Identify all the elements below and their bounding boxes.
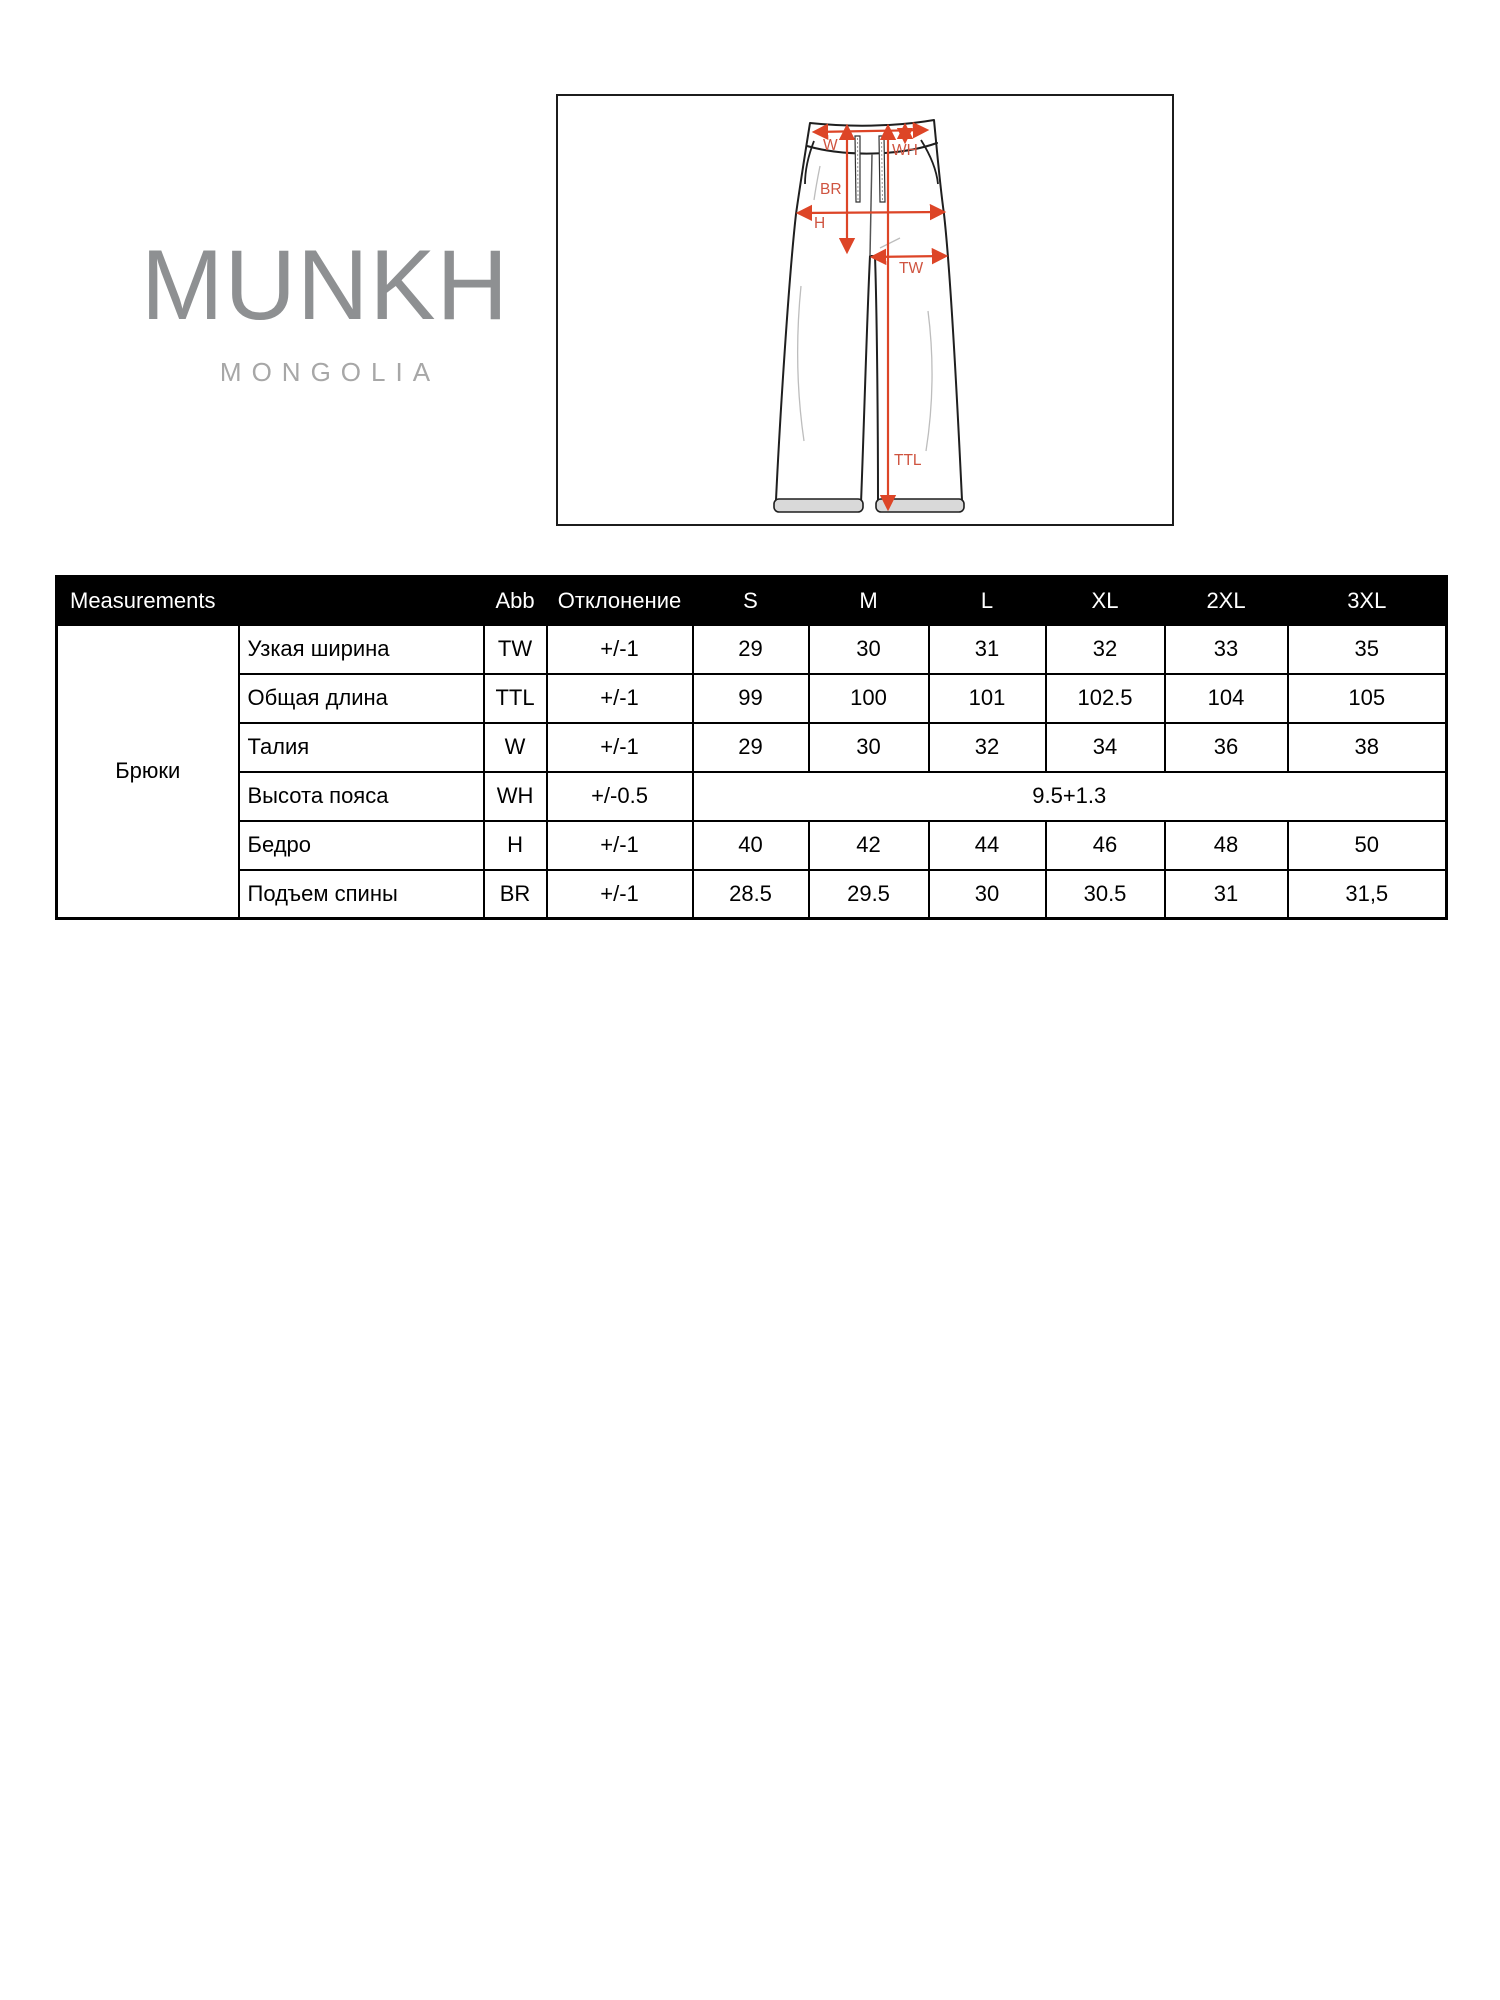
table-row	[57, 870, 1447, 919]
row-name: Узкая ширина	[239, 625, 484, 674]
hip-label: H	[814, 215, 826, 232]
row-dev: +/-1	[547, 674, 693, 723]
size-value: 50	[1288, 821, 1447, 870]
row-name: Общая длина	[239, 674, 484, 723]
table-header-row	[57, 577, 1447, 625]
brand-logo	[128, 229, 522, 388]
merged-size-value: 9.5+1.3	[693, 772, 1447, 821]
garment-group-cell: Брюки	[57, 625, 239, 919]
row-dev: +/-0.5	[547, 772, 693, 821]
thigh-width-label: TW	[899, 260, 924, 277]
size-value: 34	[1046, 723, 1165, 772]
garment-diagram-box	[556, 94, 1174, 526]
table-row	[57, 821, 1447, 870]
row-abb: WH	[484, 772, 547, 821]
row-dev: +/-1	[547, 625, 693, 674]
header-size-2xl: 2XL	[1165, 577, 1288, 625]
header-size-s: S	[693, 577, 809, 625]
waist-label: W	[823, 137, 838, 154]
row-abb: BR	[484, 870, 547, 919]
row-abb: W	[484, 723, 547, 772]
table-row	[57, 772, 1447, 821]
header-deviation: Отклонение	[547, 577, 693, 625]
size-value: 42	[809, 821, 929, 870]
size-value: 29	[693, 723, 809, 772]
header-size-l: L	[929, 577, 1046, 625]
logo-brand-text: MUNKH	[141, 229, 509, 340]
size-value: 100	[809, 674, 929, 723]
row-dev: +/-1	[547, 821, 693, 870]
header-abb: Abb	[484, 577, 547, 625]
size-value: 105	[1288, 674, 1447, 723]
header-size-3xl: 3XL	[1288, 577, 1447, 625]
table-row	[57, 723, 1447, 772]
size-value: 29.5	[809, 870, 929, 919]
row-abb: TW	[484, 625, 547, 674]
size-value: 44	[929, 821, 1046, 870]
header-measurements: Measurements	[57, 577, 484, 625]
size-value: 101	[929, 674, 1046, 723]
total-length-label: TTL	[894, 452, 922, 469]
row-name: Талия	[239, 723, 484, 772]
size-value: 31	[929, 625, 1046, 674]
size-value: 30	[809, 625, 929, 674]
size-value: 102.5	[1046, 674, 1165, 723]
row-abb: H	[484, 821, 547, 870]
row-name: Подъем спины	[239, 870, 484, 919]
back-rise-label: BR	[820, 181, 842, 198]
pants-outline	[774, 120, 964, 512]
waistband-height-label: WH	[892, 142, 918, 159]
hip-arrow	[799, 212, 943, 213]
size-value: 46	[1046, 821, 1165, 870]
size-value: 36	[1165, 723, 1288, 772]
size-value: 48	[1165, 821, 1288, 870]
size-value: 32	[1046, 625, 1165, 674]
row-dev: +/-1	[547, 870, 693, 919]
size-value: 33	[1165, 625, 1288, 674]
table-row	[57, 625, 1447, 674]
size-value: 40	[693, 821, 809, 870]
size-value: 38	[1288, 723, 1447, 772]
row-abb: TTL	[484, 674, 547, 723]
size-value: 99	[693, 674, 809, 723]
logo-subtitle-text: MONGOLIA	[219, 356, 441, 387]
size-value: 29	[693, 625, 809, 674]
measurements-table	[55, 575, 1448, 920]
size-value: 35	[1288, 625, 1447, 674]
pants-technical-drawing	[558, 96, 1172, 524]
header-size-xl: XL	[1046, 577, 1165, 625]
row-name: Высота пояса	[239, 772, 484, 821]
row-dev: +/-1	[547, 723, 693, 772]
table-row	[57, 674, 1447, 723]
row-name: Бедро	[239, 821, 484, 870]
size-value: 31,5	[1288, 870, 1447, 919]
size-value: 104	[1165, 674, 1288, 723]
size-value: 30	[809, 723, 929, 772]
header-size-m: M	[809, 577, 929, 625]
thigh-width-arrow	[873, 256, 945, 257]
size-value: 30.5	[1046, 870, 1165, 919]
size-value: 32	[929, 723, 1046, 772]
size-value: 30	[929, 870, 1046, 919]
size-value: 31	[1165, 870, 1288, 919]
size-value: 28.5	[693, 870, 809, 919]
